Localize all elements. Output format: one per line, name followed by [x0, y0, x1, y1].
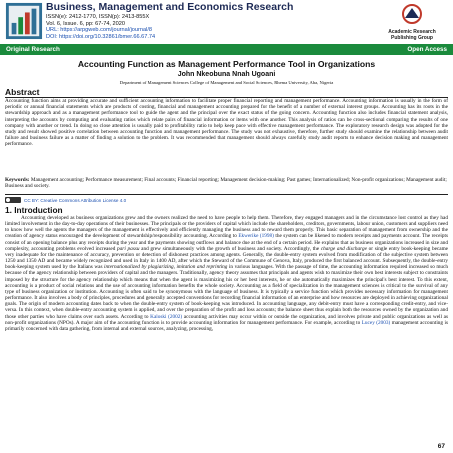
- author-name: John Nkeobuna Nnah Ugoani: [177, 71, 276, 78]
- license-text: CC BY: Creative Commons Attribution License 4.0: [24, 197, 127, 203]
- publisher-block: [377, 3, 447, 41]
- cc-license-icon: [5, 197, 21, 203]
- abstract-text: Accounting function aims at providing accurate and sufficient accounting information to facilitate proper financial reporting and management performance. Accounting information is usually in the form of periodic or annual financial statements which are products of costing, financial and management accounting prepared for the benefit of a number of external interest groups. Accounting has its roots in the stewardship approach and as a management performance tool to guide the agent and the principal over the exact status of the going concern. Accounting function also includes financial statement analysis, interpreting the accounts by computing and evaluating ratios which relate pairs of financial information or items with one another. This analysis of ratios can be cross-sectional comparing the results of one company with another or trend. In doing so close attention is usually paid to profitability ratio to help keep pace with effective management performance. The exploratory research design was adopted for the study and result showed positive correlation between accounting function and management performance. The study was not exhaustive, therefore, further study should examine the relationship between audit failure and business failure as a matter of finding a solution to the problem. It was recommended that management should always carefully study audit reports to enhance decision making and management performance.: [5, 98, 448, 148]
- abstract-bottom-rule: [5, 194, 448, 195]
- journal-doi-link[interactable]: DOI: https://doi.org/10.32861/bmer.66.67.74: [46, 33, 156, 40]
- abstract-heading: Abstract: [5, 87, 40, 97]
- keywords-text: Management accounting; Performance measurement; Final accounts; Financial reporting; Management decision-making; Past games; Internationalized; Non-profit organizations; Management audit; Business and society.: [5, 177, 447, 190]
- journal-meta: [46, 14, 155, 40]
- journal-header: [0, 0, 453, 44]
- page-number: 67: [437, 443, 445, 450]
- journal-url-link[interactable]: URL: https://arpgweb.com/journal/journal/8: [46, 27, 153, 34]
- citation-link[interactable]: Ekwerike (1998): [238, 233, 274, 240]
- keywords-block: [5, 177, 448, 189]
- introduction-paragraph: Accounting developed as business organizations grew and the owners realized the need to have people to help them. Therefore, they engaged managers and in the circumstance lost control as they had limited involvement in the day-to-day operations of their businesses. The principals or the providers of capital which include the shareholders, creditors, governments, labour union, customers and suppliers need to know how well the agents the managers of the management is effectively and efficiently managing the business and to reward them properly. This basic separation of management from ownership and the creation of agency status encouraged the development of stewardship/responsibility accounting. According to Ekwerike (1998) the system can be likened to modern receipts and payments account. The receipts consist of an opening balance plus any receipts during the year and the payments showing outflows and balance due at the end of a certain period. He explains that as business organizations increased in size and complexity, accounting problems evolved increased pari passu and grew simultaneously with the growth of business and society. Accordingly, the charge and discharge or single entry book-keeping became very inadequate for the maintenance of accuracy, prevention or detection of dishonest practices among agents. Generally, the double-entry system evolved from modification of the subjective system between 1250 and 1350 AD and became widely recognized and used in Italy in 1400 AD, after which the Steward of the Commune of Genova, Italy, produced the first balanced account. Subsequently, the double-entry book-keeping system used by the Italians was internationalized by plagiarizing, imitation and reprinting in various languages. With the passage of time, the accounting information required increased so much because of the agency relationship between providers of capital and the managers. Traditionally, agency theory assumes that principals and agents wish to maximize their own best interests subject to constraints imposed by the structure for the agency relationship which means that when the agent is maximizing his or her best interests, he or she automatically maximizes the principal's best interest. To this extent, accounting is a product of social relations and the use of accounting information benefits the whole society. Accounting as a field of specialization in the management sciences is critical to the survival of any type of business organization or institution. Accounting is often said to be synonymous with the language of business. It is typically a service function which provides necessary information for management performance. It also involves a body of principles, procedures and generally accepted conventions for recording financial information of an enterprise and how resources are deployed in achieving organizational goals. The origin of modern accounting dates back to when the double-entry system of book-keeping was introduced. In accounting language, any debit-entry must have a corresponding credit-entry, and vice-versa. In this context, when double-entry accounting system is applied, and over the preparation of the profit and loss accounts; the balance sheet thus explain both the resources owned by the organization and those other parties who have claims over such assets. According to Kaloski (2002) accounting activities may occur within or outside the organization, and involves private and public organizations as well as non-profit organizations (NPOs). A major aim of the accounting function is to provide accounting information for management performance. For example, according to Lucey (2003) management accounting is primarily concerned with data gathering, from internal and external sources, analyzing, processing,: [5, 215, 449, 332]
- keywords-label: Keywords:: [5, 177, 30, 183]
- introduction-heading: 1. Introduction: [5, 205, 63, 215]
- journal-volume: Vol. 6, Issue. 6, pp: 67-74, 2020: [46, 20, 125, 27]
- paper-title: Accounting Function as Management Performance Tool in Organizations: [77, 59, 376, 69]
- open-access-label: Open Access: [407, 46, 447, 53]
- journal-issn: ISSN(e): 2412-1770, ISSN(p): 2413-855X: [46, 14, 150, 20]
- citation-link[interactable]: Kaloski (2002): [150, 313, 183, 320]
- access-band: [0, 44, 453, 55]
- journal-title: Business, Management and Economics Research: [46, 1, 294, 13]
- license-line[interactable]: [5, 197, 126, 203]
- abstract-body: [5, 98, 448, 148]
- original-research-label: Original Research: [6, 46, 60, 53]
- publisher-logo-icon: [396, 3, 428, 25]
- publisher-name: Academic Research Publishing Group: [388, 29, 436, 41]
- citation-link[interactable]: Lucey (2003): [361, 319, 391, 326]
- author-affiliation: Department of Management Sciences College of Management and Social Sciences, Rhema University, Aba, Nigeria: [119, 80, 334, 85]
- introduction-body: [5, 215, 448, 332]
- journal-logo-icon: [5, 2, 43, 40]
